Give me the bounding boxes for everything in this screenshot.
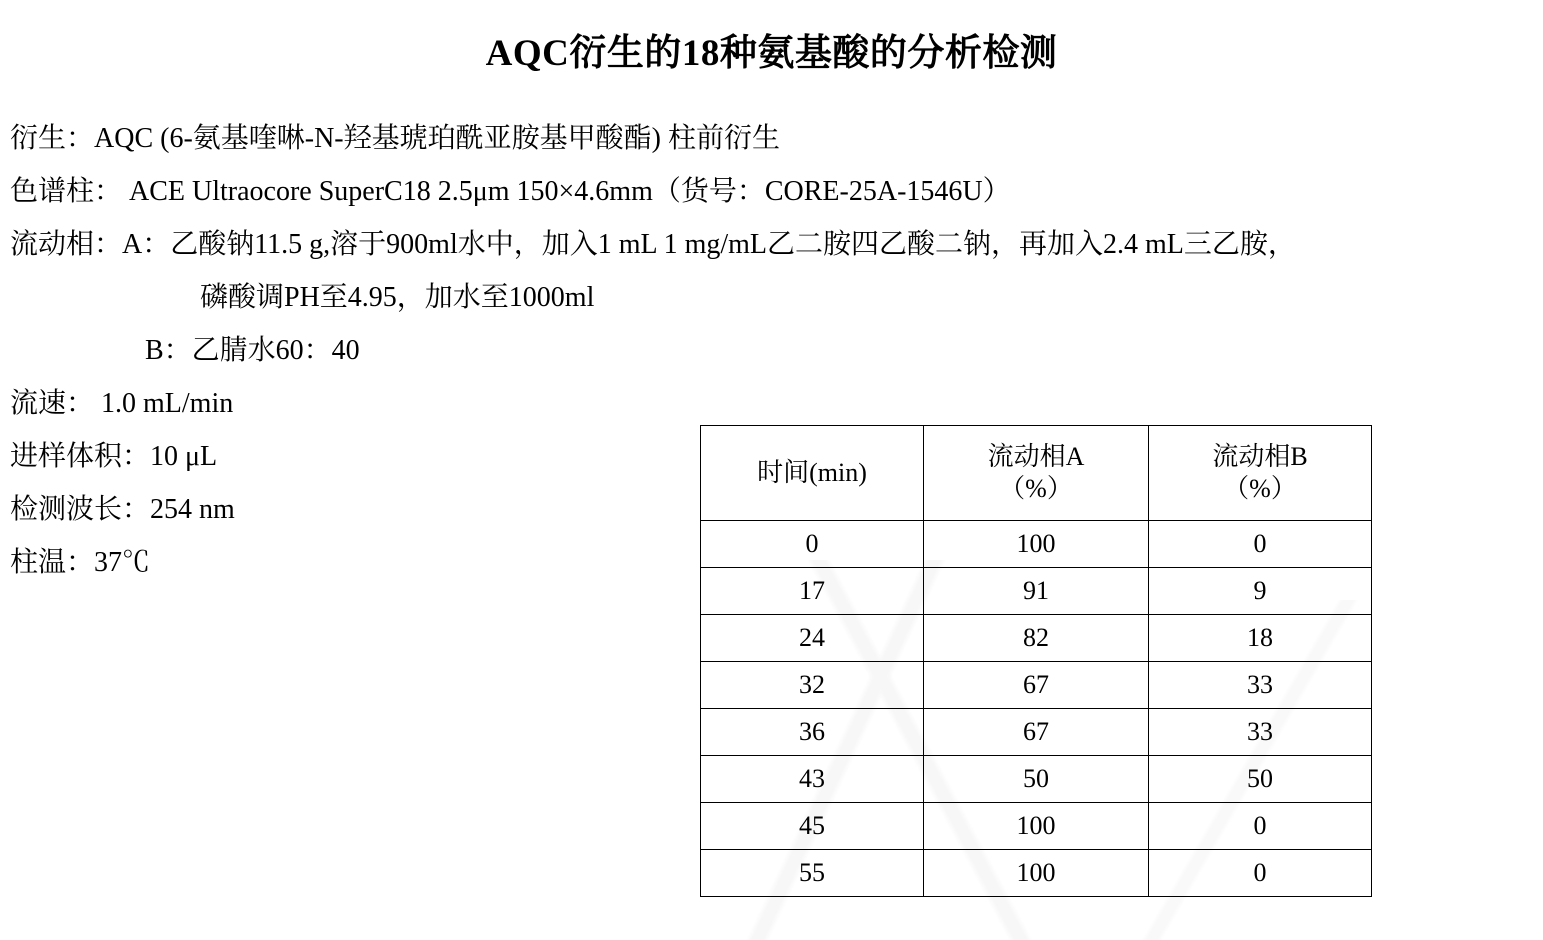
method-line-injection-volume: 进样体积：10 μL xyxy=(10,441,218,472)
cell-mobile-a: 82 xyxy=(924,615,1149,662)
table-row xyxy=(701,803,1372,850)
table-row xyxy=(701,615,1372,662)
method-line-mobile-phase-b: B：乙腈水60：40 xyxy=(145,335,360,366)
cell-time: 24 xyxy=(701,615,924,662)
cell-time: 45 xyxy=(701,803,924,850)
header-mobile-phase-a xyxy=(924,426,1149,521)
method-line-mobile-phase-a: 流动相：A：乙酸钠11.5 g,溶于900ml水中，加入1 mL 1 mg/mL乙二胺四乙酸二钠，再加入2.4 mL三乙胺， xyxy=(10,229,1296,260)
method-line-flow-rate: 流速： 1.0 mL/min xyxy=(10,388,234,419)
table-row xyxy=(701,850,1372,897)
cell-time: 43 xyxy=(701,756,924,803)
cell-mobile-b: 0 xyxy=(1149,850,1372,897)
gradient-table-wrapper xyxy=(700,425,1372,897)
page-title: AQC衍生的18种氨基酸的分析检测 xyxy=(485,33,1058,74)
cell-time: 36 xyxy=(701,709,924,756)
header-mobile-phase-a-line2: （%） xyxy=(999,474,1073,503)
table-header-row xyxy=(701,426,1372,521)
cell-time: 32 xyxy=(701,662,924,709)
cell-mobile-b: 0 xyxy=(1149,521,1372,568)
method-line-column: 色谱柱： ACE Ultraocore SuperC18 2.5μm 150×4.6mm（货号：CORE-25A-1546U） xyxy=(10,176,1011,207)
cell-mobile-b: 50 xyxy=(1149,756,1372,803)
cell-mobile-b: 0 xyxy=(1149,803,1372,850)
cell-mobile-a: 100 xyxy=(924,803,1149,850)
cell-mobile-a: 50 xyxy=(924,756,1149,803)
method-line-detection-wavelength: 检测波长：254 nm xyxy=(10,494,235,525)
table-row xyxy=(701,709,1372,756)
cell-time: 17 xyxy=(701,568,924,615)
header-mobile-phase-b-line2: （%） xyxy=(1223,474,1297,503)
gradient-table xyxy=(700,425,1372,897)
cell-mobile-b: 33 xyxy=(1149,662,1372,709)
table-row xyxy=(701,756,1372,803)
cell-mobile-a: 67 xyxy=(924,662,1149,709)
method-line-mobile-phase-a-cont: 磷酸调PH至4.95，加水至1000ml xyxy=(200,282,595,313)
cell-mobile-a: 100 xyxy=(924,850,1149,897)
cell-time: 0 xyxy=(701,521,924,568)
method-line-derivatization: 衍生：AQC (6-氨基喹啉-N-羟基琥珀酰亚胺基甲酸酯) 柱前衍生 xyxy=(10,123,780,154)
method-line-column-temperature: 柱温：37℃ xyxy=(10,547,151,578)
header-mobile-phase-b-line1: 流动相B xyxy=(1212,441,1308,471)
cell-mobile-a: 67 xyxy=(924,709,1149,756)
cell-mobile-a: 91 xyxy=(924,568,1149,615)
header-mobile-phase-b xyxy=(1149,426,1372,521)
cell-time: 55 xyxy=(701,850,924,897)
header-time: 时间(min) xyxy=(701,426,924,521)
table-row xyxy=(701,568,1372,615)
cell-mobile-b: 18 xyxy=(1149,615,1372,662)
cell-mobile-b: 33 xyxy=(1149,709,1372,756)
cell-mobile-b: 9 xyxy=(1149,568,1372,615)
header-mobile-phase-a-line1: 流动相A xyxy=(987,441,1085,471)
table-row xyxy=(701,662,1372,709)
cell-mobile-a: 100 xyxy=(924,521,1149,568)
table-row xyxy=(701,521,1372,568)
